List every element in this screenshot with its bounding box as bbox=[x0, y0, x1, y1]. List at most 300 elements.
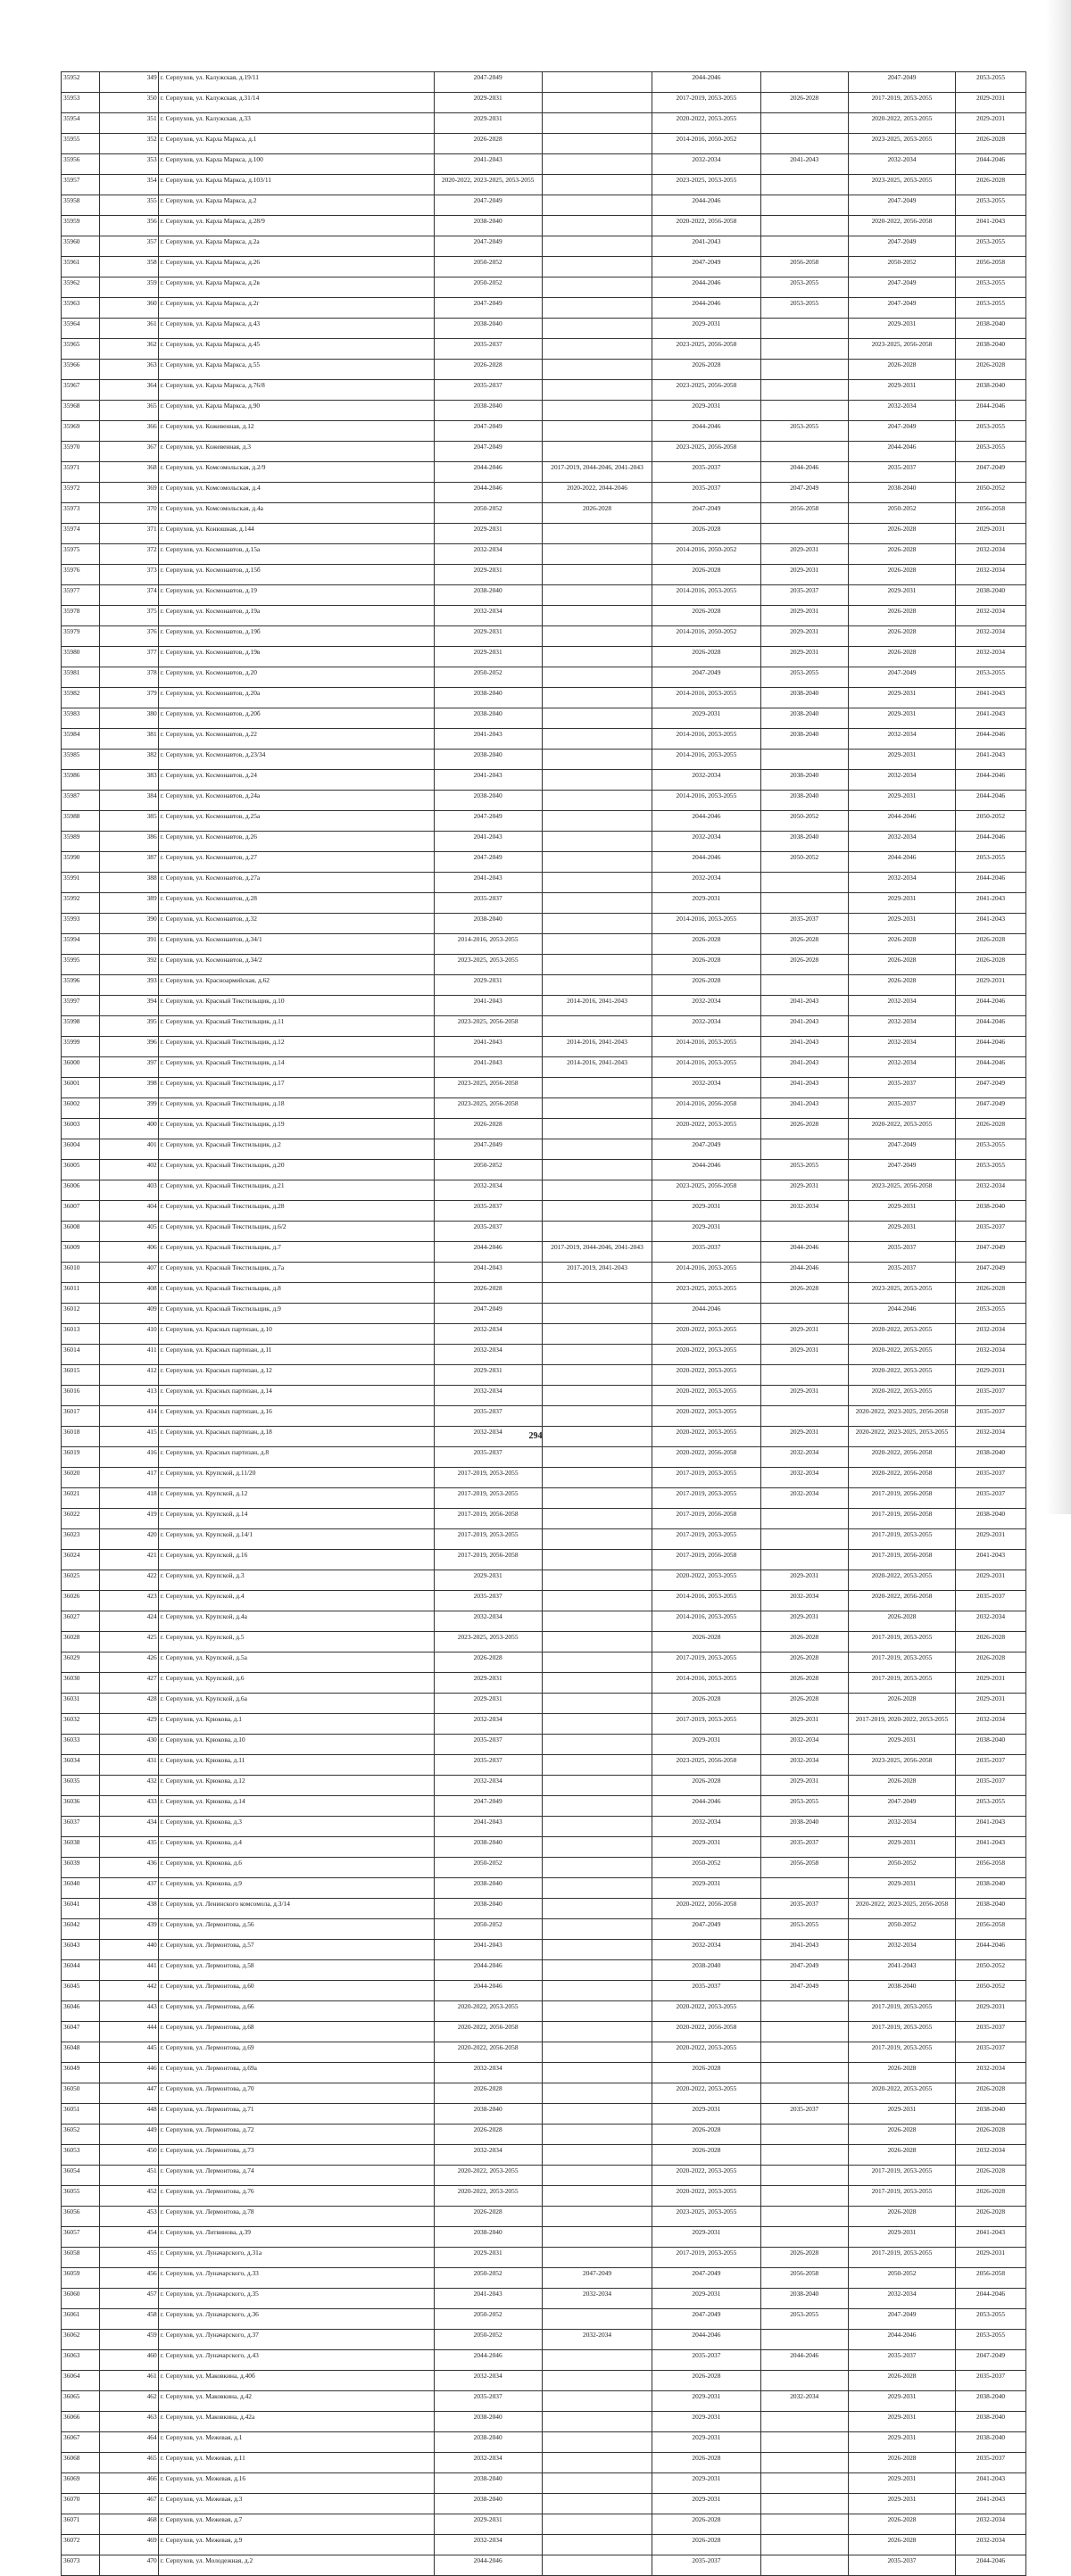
cell-year-5: 2047-2049 bbox=[848, 2309, 955, 2330]
cell-year-6: 2041-2043 bbox=[956, 2227, 1026, 2248]
cell-year-5: 2017-2019, 2053-2055 bbox=[848, 1632, 955, 1652]
cell-year-3: 2029-2031 bbox=[652, 1837, 760, 1858]
table-row bbox=[62, 401, 1026, 421]
cell-year-4: 2053-2055 bbox=[760, 667, 848, 688]
row-number: 399 bbox=[100, 1098, 158, 1119]
cell-year-2 bbox=[542, 2391, 652, 2412]
cell-year-5: 2047-2049 bbox=[848, 1139, 955, 1160]
record-id: 36011 bbox=[62, 1283, 100, 1304]
table-row bbox=[62, 2514, 1026, 2535]
cell-year-6: 2053-2055 bbox=[956, 421, 1026, 442]
cell-year-5: 2023-2025, 2056-2058 bbox=[848, 1755, 955, 1776]
cell-year-1: 2047-2049 bbox=[434, 72, 542, 93]
cell-year-2 bbox=[542, 852, 652, 873]
cell-year-6: 2044-2046 bbox=[956, 1016, 1026, 1037]
address: г. Серпухов, ул. Красный Текстильщик, д.7а bbox=[158, 1263, 434, 1283]
address: г. Серпухов, ул. Кожевенная, д.3 bbox=[158, 442, 434, 462]
cell-year-5: 2029-2031 bbox=[848, 2494, 955, 2514]
address: г. Серпухов, ул. Крюкова, д.14 bbox=[158, 1796, 434, 1817]
row-number: 411 bbox=[100, 1345, 158, 1365]
cell-year-2: 2032-2034 bbox=[542, 2289, 652, 2309]
address: г. Серпухов, ул. Калужская, д.33 bbox=[158, 113, 434, 134]
row-number: 352 bbox=[100, 134, 158, 154]
cell-year-2 bbox=[542, 1632, 652, 1652]
address: г. Серпухов, ул. Лермонтова, д.72 bbox=[158, 2125, 434, 2145]
cell-year-4: 2035-2037 bbox=[760, 914, 848, 934]
address: г. Серпухов, ул. Лермонтова, д.70 bbox=[158, 2083, 434, 2104]
cell-year-2 bbox=[542, 2125, 652, 2145]
cell-year-5: 2032-2034 bbox=[848, 770, 955, 791]
cell-year-1: 2029-2031 bbox=[434, 565, 542, 585]
cell-year-1: 2041-2043 bbox=[434, 2289, 542, 2309]
cell-year-2 bbox=[542, 1324, 652, 1345]
row-number: 433 bbox=[100, 1796, 158, 1817]
table-row bbox=[62, 1468, 1026, 1488]
cell-year-6: 2035-2037 bbox=[956, 1406, 1026, 1427]
cell-year-6: 2038-2040 bbox=[956, 585, 1026, 606]
address: г. Серпухов, ул. Карла Маркса, д.2а bbox=[158, 236, 434, 257]
table-row bbox=[62, 421, 1026, 442]
table-row bbox=[62, 277, 1026, 298]
cell-year-4 bbox=[760, 1365, 848, 1386]
cell-year-3: 2014-2016, 2053-2055 bbox=[652, 688, 760, 708]
row-number: 360 bbox=[100, 298, 158, 319]
cell-year-3: 2026-2028 bbox=[652, 1776, 760, 1796]
cell-year-4: 2032-2034 bbox=[760, 1755, 848, 1776]
table-row bbox=[62, 1796, 1026, 1817]
row-number: 365 bbox=[100, 401, 158, 421]
cell-year-3: 2032-2034 bbox=[652, 996, 760, 1016]
record-id: 36042 bbox=[62, 1919, 100, 1940]
cell-year-5: 2029-2031 bbox=[848, 1222, 955, 1242]
cell-year-6: 2041-2043 bbox=[956, 1837, 1026, 1858]
cell-year-3: 2026-2028 bbox=[652, 2453, 760, 2473]
cell-year-6: 2053-2055 bbox=[956, 1796, 1026, 1817]
cell-year-1: 2038-2040 bbox=[434, 2412, 542, 2432]
address: г. Серпухов, ул. Калужская, д.19/11 bbox=[158, 72, 434, 93]
cell-year-1: 2044-2046 bbox=[434, 462, 542, 483]
table-row bbox=[62, 811, 1026, 832]
cell-year-1: 2041-2043 bbox=[434, 1817, 542, 1837]
address: г. Серпухов, ул. Космонавтов, д.26 bbox=[158, 832, 434, 852]
record-id: 36057 bbox=[62, 2227, 100, 2248]
cell-year-1: 2029-2031 bbox=[434, 1694, 542, 1714]
table-row bbox=[62, 1755, 1026, 1776]
record-id: 36002 bbox=[62, 1098, 100, 1119]
cell-year-3: 2020-2022, 2053-2055 bbox=[652, 1324, 760, 1345]
cell-year-4: 2029-2031 bbox=[760, 1570, 848, 1591]
record-id: 36024 bbox=[62, 1550, 100, 1570]
cell-year-2 bbox=[542, 750, 652, 770]
cell-year-5: 2032-2034 bbox=[848, 832, 955, 852]
cell-year-3: 2020-2022, 2053-2055 bbox=[652, 2001, 760, 2022]
page-number: 294 bbox=[528, 1431, 543, 1441]
table-row bbox=[62, 873, 1026, 893]
address: г. Серпухов, ул. Лермонтова, д.69 bbox=[158, 2042, 434, 2063]
record-id: 36016 bbox=[62, 1386, 100, 1406]
address: г. Серпухов, ул. Красных партизан, д.16 bbox=[158, 1406, 434, 1427]
row-number: 443 bbox=[100, 2001, 158, 2022]
record-id: 36036 bbox=[62, 1796, 100, 1817]
cell-year-4 bbox=[760, 2227, 848, 2248]
cell-year-5: 2020-2022, 2056-2058 bbox=[848, 1468, 955, 1488]
table-row bbox=[62, 606, 1026, 626]
record-id: 35967 bbox=[62, 380, 100, 401]
cell-year-5: 2017-2019, 2053-2055 bbox=[848, 2166, 955, 2186]
record-id: 35973 bbox=[62, 503, 100, 524]
row-number: 456 bbox=[100, 2268, 158, 2289]
cell-year-3: 2029-2031 bbox=[652, 2494, 760, 2514]
row-number: 380 bbox=[100, 708, 158, 729]
cell-year-6: 2035-2037 bbox=[956, 2022, 1026, 2042]
cell-year-5: 2047-2049 bbox=[848, 72, 955, 93]
cell-year-5: 2026-2028 bbox=[848, 524, 955, 544]
cell-year-5: 2020-2022, 2053-2055 bbox=[848, 1386, 955, 1406]
address: г. Серпухов, ул. Космонавтов, д.34/2 bbox=[158, 955, 434, 975]
cell-year-6: 2041-2043 bbox=[956, 1817, 1026, 1837]
cell-year-1: 2038-2040 bbox=[434, 216, 542, 236]
cell-year-4: 2041-2043 bbox=[760, 1940, 848, 1960]
cell-year-6: 2056-2058 bbox=[956, 257, 1026, 277]
cell-year-3: 2047-2049 bbox=[652, 667, 760, 688]
cell-year-3: 2029-2031 bbox=[652, 2289, 760, 2309]
record-id: 36041 bbox=[62, 1899, 100, 1919]
cell-year-6: 2032-2034 bbox=[956, 626, 1026, 647]
cell-year-4: 2053-2055 bbox=[760, 277, 848, 298]
cell-year-2 bbox=[542, 1714, 652, 1735]
cell-year-5: 2017-2019, 2053-2055 bbox=[848, 93, 955, 113]
record-id: 36004 bbox=[62, 1139, 100, 1160]
row-number: 462 bbox=[100, 2391, 158, 2412]
table-row bbox=[62, 1878, 1026, 1899]
table-row bbox=[62, 257, 1026, 277]
cell-year-4 bbox=[760, 975, 848, 996]
cell-year-2 bbox=[542, 1098, 652, 1119]
cell-year-2 bbox=[542, 1345, 652, 1365]
cell-year-5: 2026-2028 bbox=[848, 2371, 955, 2391]
cell-year-3: 2020-2022, 2053-2055 bbox=[652, 1365, 760, 1386]
table-row bbox=[62, 1365, 1026, 1386]
cell-year-6: 2032-2034 bbox=[956, 2145, 1026, 2166]
cell-year-3: 2029-2031 bbox=[652, 893, 760, 914]
cell-year-4: 2038-2040 bbox=[760, 729, 848, 750]
record-id: 36048 bbox=[62, 2042, 100, 2063]
address: г. Серпухов, ул. Крупской, д.11/20 bbox=[158, 1468, 434, 1488]
cell-year-4 bbox=[760, 134, 848, 154]
row-number: 374 bbox=[100, 585, 158, 606]
cell-year-5: 2017-2019, 2053-2055 bbox=[848, 2042, 955, 2063]
cell-year-1: 2038-2040 bbox=[434, 688, 542, 708]
cell-year-4: 2029-2031 bbox=[760, 1776, 848, 1796]
cell-year-3: 2023-2025, 2056-2058 bbox=[652, 1755, 760, 1776]
cell-year-6: 2038-2040 bbox=[956, 319, 1026, 339]
cell-year-3: 2020-2022, 2053-2055 bbox=[652, 2042, 760, 2063]
cell-year-3: 2044-2046 bbox=[652, 1796, 760, 1817]
table-row bbox=[62, 134, 1026, 154]
table-row bbox=[62, 1735, 1026, 1755]
cell-year-1: 2029-2031 bbox=[434, 647, 542, 667]
address: г. Серпухов, ул. Космонавтов, д.19 bbox=[158, 585, 434, 606]
cell-year-3: 2044-2046 bbox=[652, 1160, 760, 1180]
cell-year-3: 2044-2046 bbox=[652, 298, 760, 319]
cell-year-6: 2050-2052 bbox=[956, 811, 1026, 832]
address: г. Серпухов, ул. Крюкова, д.6 bbox=[158, 1858, 434, 1878]
table-row bbox=[62, 93, 1026, 113]
cell-year-1: 2047-2049 bbox=[434, 298, 542, 319]
cell-year-4 bbox=[760, 360, 848, 380]
cell-year-5: 2023-2025, 2056-2058 bbox=[848, 1180, 955, 1201]
cell-year-1: 2032-2034 bbox=[434, 2535, 542, 2555]
cell-year-2 bbox=[542, 1940, 652, 1960]
scan-edge-shadow bbox=[1046, 0, 1071, 1514]
row-number: 393 bbox=[100, 975, 158, 996]
cell-year-5: 2017-2019, 2056-2058 bbox=[848, 1550, 955, 1570]
row-number: 431 bbox=[100, 1755, 158, 1776]
cell-year-2 bbox=[542, 955, 652, 975]
address: г. Серпухов, ул. Красных партизан, д.10 bbox=[158, 1324, 434, 1345]
address: г. Серпухов, ул. Луначарского, д.35 bbox=[158, 2289, 434, 2309]
row-number: 373 bbox=[100, 565, 158, 585]
address: г. Серпухов, ул. Лермонтова, д.58 bbox=[158, 1960, 434, 1981]
cell-year-3: 2026-2028 bbox=[652, 606, 760, 626]
cell-year-2 bbox=[542, 1180, 652, 1201]
cell-year-4 bbox=[760, 401, 848, 421]
row-number: 370 bbox=[100, 503, 158, 524]
address: г. Серпухов, ул. Космонавтов, д.27 bbox=[158, 852, 434, 873]
cell-year-6: 2053-2055 bbox=[956, 298, 1026, 319]
cell-year-2 bbox=[542, 2166, 652, 2186]
row-number: 454 bbox=[100, 2227, 158, 2248]
cell-year-4: 2032-2034 bbox=[760, 1201, 848, 1222]
record-id: 36007 bbox=[62, 1201, 100, 1222]
record-id: 35956 bbox=[62, 154, 100, 175]
cell-year-1: 2020-2022, 2053-2055 bbox=[434, 2001, 542, 2022]
cell-year-4 bbox=[760, 2166, 848, 2186]
cell-year-5: 2026-2028 bbox=[848, 955, 955, 975]
address: г. Серпухов, ул. Крюкова, д.9 bbox=[158, 1878, 434, 1899]
cell-year-3: 2029-2031 bbox=[652, 1222, 760, 1242]
cell-year-2 bbox=[542, 442, 652, 462]
cell-year-6: 2041-2043 bbox=[956, 688, 1026, 708]
cell-year-5: 2029-2031 bbox=[848, 708, 955, 729]
cell-year-1: 2035-2037 bbox=[434, 1591, 542, 1611]
record-id: 35953 bbox=[62, 93, 100, 113]
table-row bbox=[62, 914, 1026, 934]
cell-year-1: 2041-2043 bbox=[434, 1057, 542, 1078]
cell-year-3: 2026-2028 bbox=[652, 360, 760, 380]
address: г. Серпухов, ул. Красный Текстильщик, д.17 bbox=[158, 1078, 434, 1098]
cell-year-5: 2026-2028 bbox=[848, 1611, 955, 1632]
cell-year-6: 2053-2055 bbox=[956, 2309, 1026, 2330]
cell-year-2 bbox=[542, 1529, 652, 1550]
cell-year-4 bbox=[760, 2125, 848, 2145]
address: г. Серпухов, ул. Луначарского, д.36 bbox=[158, 2309, 434, 2330]
cell-year-5: 2032-2034 bbox=[848, 1940, 955, 1960]
cell-year-1: 2029-2031 bbox=[434, 1673, 542, 1694]
record-id: 35999 bbox=[62, 1037, 100, 1057]
table-row bbox=[62, 1694, 1026, 1714]
cell-year-1: 2050-2052 bbox=[434, 1160, 542, 1180]
cell-year-6: 2029-2031 bbox=[956, 1570, 1026, 1591]
cell-year-3: 2044-2046 bbox=[652, 852, 760, 873]
table-row bbox=[62, 2001, 1026, 2022]
cell-year-3: 2035-2037 bbox=[652, 462, 760, 483]
cell-year-4: 2038-2040 bbox=[760, 2289, 848, 2309]
row-number: 355 bbox=[100, 195, 158, 216]
cell-year-1: 2020-2022, 2053-2055 bbox=[434, 2186, 542, 2207]
cell-year-2 bbox=[542, 1406, 652, 1427]
cell-year-5: 2029-2031 bbox=[848, 585, 955, 606]
cell-year-5: 2050-2052 bbox=[848, 1919, 955, 1940]
row-number: 427 bbox=[100, 1673, 158, 1694]
table-row bbox=[62, 195, 1026, 216]
record-id: 35960 bbox=[62, 236, 100, 257]
table-row bbox=[62, 462, 1026, 483]
cell-year-1: 2032-2034 bbox=[434, 1345, 542, 1365]
cell-year-2 bbox=[542, 216, 652, 236]
cell-year-2 bbox=[542, 175, 652, 195]
record-id: 35989 bbox=[62, 832, 100, 852]
cell-year-5: 2050-2052 bbox=[848, 2268, 955, 2289]
cell-year-6: 2032-2034 bbox=[956, 606, 1026, 626]
cell-year-4: 2041-2043 bbox=[760, 1078, 848, 1098]
cell-year-4: 2032-2034 bbox=[760, 2391, 848, 2412]
cell-year-1: 2035-2037 bbox=[434, 1447, 542, 1468]
record-id: 36008 bbox=[62, 1222, 100, 1242]
table-body bbox=[62, 72, 1026, 2576]
cell-year-6: 2041-2043 bbox=[956, 2473, 1026, 2494]
cell-year-2 bbox=[542, 647, 652, 667]
record-id: 35964 bbox=[62, 319, 100, 339]
cell-year-6: 2050-2052 bbox=[956, 483, 1026, 503]
address: г. Серпухов, ул. Космонавтов, д.20б bbox=[158, 708, 434, 729]
cell-year-2 bbox=[542, 1755, 652, 1776]
cell-year-3: 2050-2052 bbox=[652, 1858, 760, 1878]
record-id: 35975 bbox=[62, 544, 100, 565]
cell-year-4: 2050-2052 bbox=[760, 811, 848, 832]
table-row bbox=[62, 1899, 1026, 1919]
row-number: 384 bbox=[100, 791, 158, 811]
cell-year-3: 2026-2028 bbox=[652, 955, 760, 975]
cell-year-3: 2014-2016, 2053-2055 bbox=[652, 1591, 760, 1611]
address: г. Серпухов, ул. Лермонтова, д.60 bbox=[158, 1981, 434, 2001]
record-id: 35970 bbox=[62, 442, 100, 462]
cell-year-2 bbox=[542, 1386, 652, 1406]
cell-year-6: 2026-2028 bbox=[956, 360, 1026, 380]
cell-year-5: 2029-2031 bbox=[848, 2473, 955, 2494]
cell-year-1: 2038-2040 bbox=[434, 914, 542, 934]
row-number: 351 bbox=[100, 113, 158, 134]
cell-year-1: 2038-2040 bbox=[434, 2494, 542, 2514]
address: г. Серпухов, ул. Космонавтов, д.25а bbox=[158, 811, 434, 832]
cell-year-5: 2035-2037 bbox=[848, 2555, 955, 2576]
address: г. Серпухов, ул. Космонавтов, д.27а bbox=[158, 873, 434, 893]
record-id: 36066 bbox=[62, 2412, 100, 2432]
cell-year-3: 2026-2028 bbox=[652, 524, 760, 544]
cell-year-5: 2017-2019, 2020-2022, 2053-2055 bbox=[848, 1714, 955, 1735]
cell-year-6: 2041-2043 bbox=[956, 750, 1026, 770]
cell-year-4: 2053-2055 bbox=[760, 421, 848, 442]
cell-year-5: 2029-2031 bbox=[848, 688, 955, 708]
cell-year-3: 2035-2037 bbox=[652, 2350, 760, 2371]
cell-year-3: 2020-2022, 2056-2058 bbox=[652, 1447, 760, 1468]
address: г. Серпухов, ул. Луначарского, д.33 bbox=[158, 2268, 434, 2289]
table-row bbox=[62, 2083, 1026, 2104]
table-row bbox=[62, 2391, 1026, 2412]
cell-year-1: 2026-2028 bbox=[434, 1283, 542, 1304]
cell-year-3: 2044-2046 bbox=[652, 277, 760, 298]
record-id: 36043 bbox=[62, 1940, 100, 1960]
table-row bbox=[62, 2371, 1026, 2391]
cell-year-2 bbox=[542, 2083, 652, 2104]
cell-year-6: 2038-2040 bbox=[956, 1878, 1026, 1899]
cell-year-4: 2038-2040 bbox=[760, 791, 848, 811]
cell-year-1: 2044-2046 bbox=[434, 1242, 542, 1263]
record-id: 36032 bbox=[62, 1714, 100, 1735]
row-number: 368 bbox=[100, 462, 158, 483]
record-id: 36054 bbox=[62, 2166, 100, 2186]
cell-year-1: 2044-2046 bbox=[434, 2555, 542, 2576]
table-row bbox=[62, 1304, 1026, 1324]
cell-year-6: 2053-2055 bbox=[956, 1160, 1026, 1180]
cell-year-6: 2029-2031 bbox=[956, 524, 1026, 544]
record-id: 36019 bbox=[62, 1447, 100, 1468]
row-number: 386 bbox=[100, 832, 158, 852]
cell-year-6: 2041-2043 bbox=[956, 893, 1026, 914]
cell-year-4 bbox=[760, 2412, 848, 2432]
cell-year-3: 2023-2025, 2056-2058 bbox=[652, 1180, 760, 1201]
cell-year-4: 2026-2028 bbox=[760, 1119, 848, 1139]
cell-year-5: 2032-2034 bbox=[848, 1057, 955, 1078]
table-row bbox=[62, 791, 1026, 811]
table-row bbox=[62, 1119, 1026, 1139]
address: г. Серпухов, ул. Космонавтов, д.28 bbox=[158, 893, 434, 914]
cell-year-2 bbox=[542, 2432, 652, 2453]
cell-year-5: 2050-2052 bbox=[848, 503, 955, 524]
cell-year-6: 2032-2034 bbox=[956, 1611, 1026, 1632]
row-number: 405 bbox=[100, 1222, 158, 1242]
cell-year-1: 2050-2052 bbox=[434, 2309, 542, 2330]
cell-year-4: 2056-2058 bbox=[760, 1858, 848, 1878]
record-id: 36033 bbox=[62, 1735, 100, 1755]
cell-year-2 bbox=[542, 2309, 652, 2330]
cell-year-5: 2020-2022, 2053-2055 bbox=[848, 1570, 955, 1591]
cell-year-6: 2026-2028 bbox=[956, 1632, 1026, 1652]
cell-year-3: 2023-2025, 2056-2058 bbox=[652, 442, 760, 462]
cell-year-1: 2026-2028 bbox=[434, 2207, 542, 2227]
address: г. Серпухов, ул. Красный Текстильщик, д.2 bbox=[158, 1139, 434, 1160]
cell-year-1: 2047-2049 bbox=[434, 236, 542, 257]
address: г. Серпухов, ул. Межевая, д.9 bbox=[158, 2535, 434, 2555]
table-row bbox=[62, 175, 1026, 195]
cell-year-3: 2035-2037 bbox=[652, 1242, 760, 1263]
cell-year-2 bbox=[542, 914, 652, 934]
record-id: 36031 bbox=[62, 1694, 100, 1714]
record-id: 35991 bbox=[62, 873, 100, 893]
row-number: 450 bbox=[100, 2145, 158, 2166]
cell-year-6: 2056-2058 bbox=[956, 503, 1026, 524]
cell-year-4 bbox=[760, 2022, 848, 2042]
cell-year-1: 2047-2049 bbox=[434, 1139, 542, 1160]
table-row bbox=[62, 1776, 1026, 1796]
cell-year-6: 2029-2031 bbox=[956, 1673, 1026, 1694]
cell-year-5: 2035-2037 bbox=[848, 1242, 955, 1263]
record-id: 35963 bbox=[62, 298, 100, 319]
cell-year-5: 2044-2046 bbox=[848, 852, 955, 873]
cell-year-3: 2023-2025, 2053-2055 bbox=[652, 175, 760, 195]
cell-year-6: 2035-2037 bbox=[956, 1591, 1026, 1611]
cell-year-4 bbox=[760, 2535, 848, 2555]
